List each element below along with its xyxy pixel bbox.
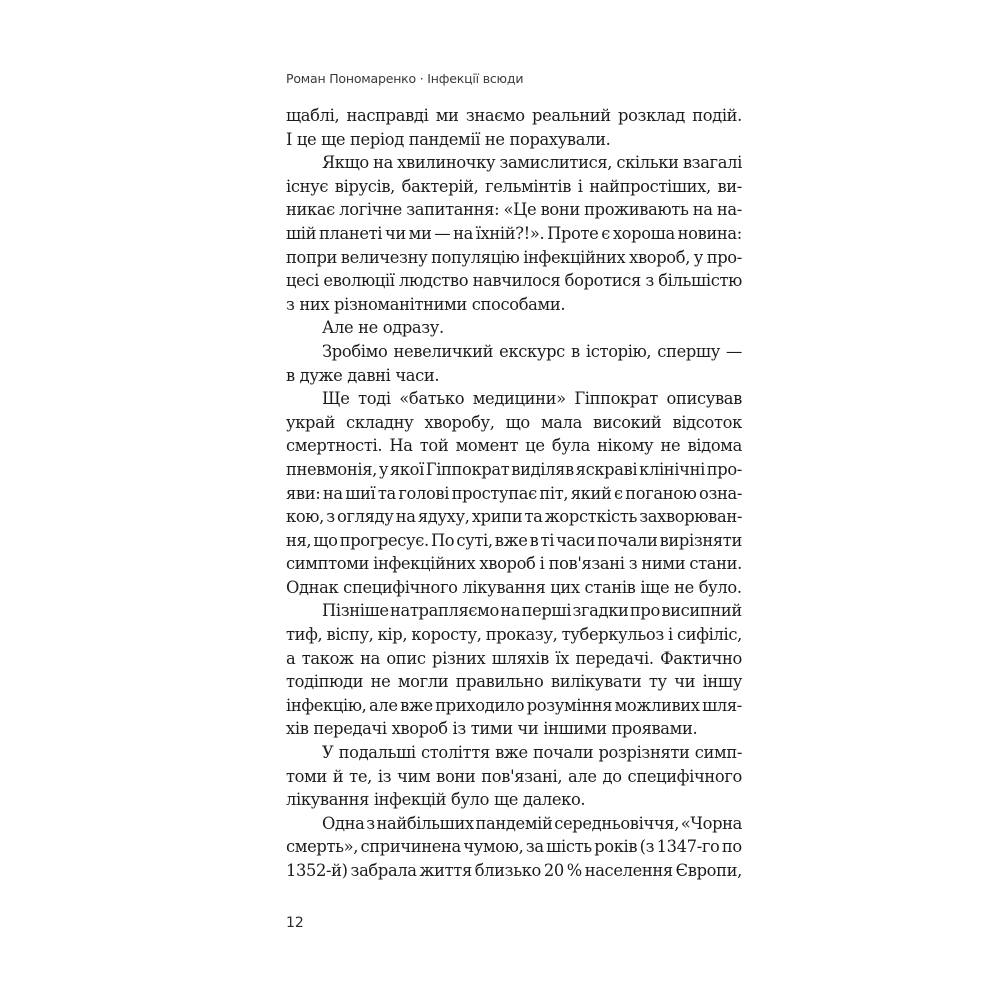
page-number: 12: [286, 915, 304, 931]
text-line: симптоми інфекційних хвороб і пов'язані з ними стани.: [286, 554, 742, 574]
text-line: попри величезну популяцію інфекційних хвороб, у про-: [286, 247, 742, 267]
text-line: кою, з огляду на ядуху, хрипи та жорсткість захворюван-: [286, 507, 742, 527]
text-line: никає логічне запитання: «Це вони проживають на на-: [286, 200, 742, 220]
text-line: томи й те, із чим вони пов'язані, але до специфічного: [286, 766, 742, 786]
text-line: а також на опис різних шляхів їх передачі. Фактично: [286, 648, 742, 668]
body-text: [286, 104, 742, 883]
text-line: в дуже давні часи.: [286, 365, 440, 385]
text-line: тиф, віспу, кір, коросту, проказу, туберкульоз і сифіліс,: [286, 625, 742, 645]
text-line: ня, що прогресує. По суті, вже в ті часи почали вирізняти: [286, 530, 742, 550]
body-lines: [286, 104, 742, 883]
text-line: І це ще період пандемії не порахували.: [286, 129, 611, 149]
text-line: Зробімо невеличкий екскурс в історію, спершу —: [322, 341, 742, 361]
text-line: хів передачі хвороб із тими чи іншими проявами.: [286, 719, 698, 739]
text-line: Однак специфічного лікування цих станів іще не було.: [286, 577, 742, 597]
text-line: шій планеті чи ми — на їхній?!». Проте є хороша новина:: [286, 223, 742, 243]
text-line: лікування інфекцій було ще далеко.: [286, 790, 586, 810]
text-line: з них різноманітними способами.: [286, 294, 566, 314]
text-line: щаблі, насправді ми знаємо реальний розклад подій.: [286, 106, 742, 125]
running-header: Роман Пономаренко · Інфекції всюди: [286, 71, 524, 86]
text-line: 1352-й) забрала життя близько 20 % населення Європи,: [286, 861, 742, 880]
text-line: У подальші століття вже почали розрізняти симп-: [322, 743, 742, 763]
text-line: яви: на шиї та голові проступає піт, який є поганою озна-: [286, 483, 742, 503]
text-line: Одна з найбільших пандемій середньовіччя, «Чорна: [322, 813, 742, 833]
text-line: смертності. На той момент це була нікому не відома: [286, 436, 742, 456]
text-line: цесі еволюції людство навчилося боротися з більшістю: [286, 271, 742, 291]
text-line: Пізніше натрапляємо на перші згадки про висипний: [322, 601, 742, 621]
text-line: украй складну хворобу, що мала високий відсоток: [286, 412, 742, 432]
text-line: пневмонія, у якої Гіппократ виділяв яскраві клінічні про-: [286, 459, 742, 479]
text-line: Але не одразу.: [322, 318, 444, 338]
text-line: Якщо на хвилиночку замислитися, скільки взагалі: [322, 153, 742, 173]
text-line: існує вірусів, бактерій, гельмінтів і найпростіших, ви-: [286, 176, 742, 196]
text-line: інфекцію, але вже приходило розуміння можливих шля-: [286, 695, 742, 715]
text-line: Ще тоді «батько медицини» Гіппократ описував: [322, 389, 742, 409]
text-line: смерть», спричинена чумою, за шість років (з 1347-го по: [286, 837, 742, 857]
text-line: тодіпюди не могли правильно вилікувати ту чи іншу: [286, 672, 742, 692]
